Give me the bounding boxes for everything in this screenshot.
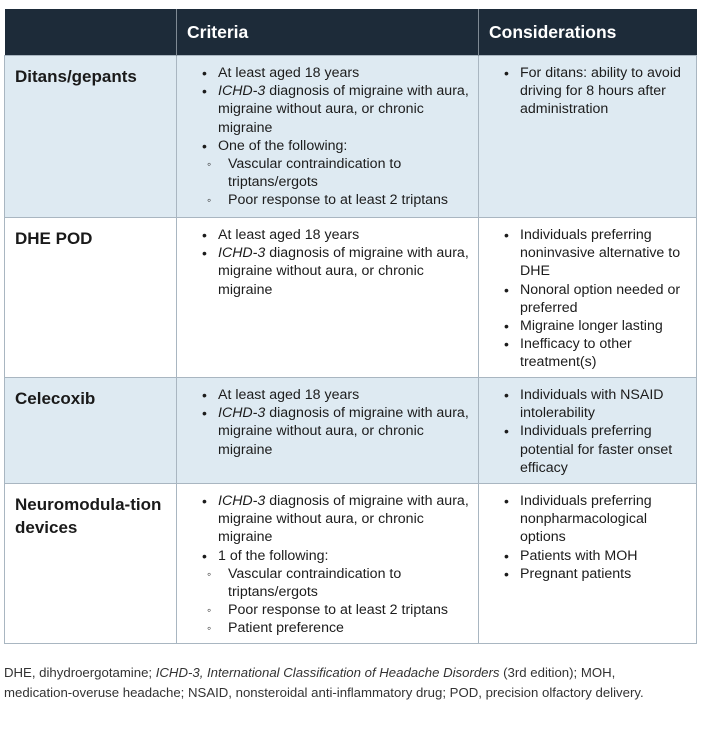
considerations-list bbox=[479, 492, 692, 583]
criteria-item: • At least aged 18 years bbox=[177, 64, 474, 82]
consideration-item: • Individuals preferring nonpharmacological options bbox=[479, 492, 692, 547]
criteria-list bbox=[177, 492, 474, 638]
table-row-dhe-pod bbox=[5, 218, 697, 378]
criteria-item bbox=[177, 547, 474, 638]
criteria-item bbox=[177, 82, 474, 137]
footnote-italic: ICHD-3, International Classification of Headache Disorders bbox=[155, 665, 500, 680]
criteria-item bbox=[177, 137, 474, 210]
considerations-cell bbox=[479, 218, 697, 378]
criteria-text: diagnosis of migraine with aura, migraine without aura, or chronic migraine bbox=[218, 405, 469, 458]
considerations-list bbox=[479, 226, 692, 372]
criteria-item bbox=[177, 492, 474, 547]
considerations-list bbox=[479, 64, 692, 119]
criteria-cell bbox=[177, 484, 479, 644]
consideration-item: • Inefficacy to other treatment(s) bbox=[479, 335, 692, 371]
criteria-item: • At least aged 18 years bbox=[177, 226, 474, 244]
header-blank-cell bbox=[5, 9, 177, 56]
criteria-subitem: ◦ Vascular contraindication to triptans/ergots bbox=[177, 155, 474, 191]
criteria-text: diagnosis of migraine with aura, migraine without aura, or chronic migraine bbox=[218, 493, 469, 546]
criteria-cell bbox=[177, 56, 479, 218]
consideration-item: • Individuals with NSAID intolerability bbox=[479, 386, 692, 422]
criteria-subitem: ◦ Patient preference bbox=[177, 619, 474, 637]
criteria-list bbox=[177, 226, 474, 299]
migraine-treatment-criteria-table bbox=[4, 9, 697, 644]
table-row-ditans-gepants bbox=[5, 56, 697, 218]
footnote-part: DHE, dihydroergotamine; bbox=[4, 665, 156, 680]
consideration-item: • Patients with MOH bbox=[479, 547, 692, 565]
consideration-item: • Pregnant patients bbox=[479, 565, 692, 583]
criteria-subitem: ◦ Vascular contraindication to triptans/ergots bbox=[177, 565, 474, 601]
criteria-list bbox=[177, 64, 474, 210]
consideration-item: • Migraine longer lasting bbox=[479, 317, 692, 335]
table-footnote bbox=[4, 663, 684, 703]
consideration-item: • Individuals preferring noninvasive alternative to DHE bbox=[479, 226, 692, 281]
criteria-sublist bbox=[218, 565, 474, 638]
consideration-item: • For ditans: ability to avoid driving for 8 hours after administration bbox=[479, 64, 692, 119]
criteria-cell bbox=[177, 218, 479, 378]
criteria-sublist bbox=[218, 155, 474, 210]
table-row-neuromodulation-devices bbox=[5, 484, 697, 644]
criteria-subitem: ◦ Poor response to at least 2 triptans bbox=[177, 601, 474, 619]
consideration-item: • Individuals preferring potential for faster onset efficacy bbox=[479, 422, 692, 477]
considerations-cell bbox=[479, 378, 697, 484]
criteria-subitem: ◦ Poor response to at least 2 triptans bbox=[177, 191, 474, 209]
table-row-celecoxib bbox=[5, 378, 697, 484]
criteria-list bbox=[177, 386, 474, 459]
criteria-item bbox=[177, 244, 474, 299]
criteria-item bbox=[177, 404, 474, 459]
header-criteria: Criteria bbox=[177, 9, 479, 56]
criteria-item: • At least aged 18 years bbox=[177, 386, 474, 404]
criteria-code: ICHD-3 bbox=[218, 405, 266, 422]
criteria-text: diagnosis of migraine with aura, migraine without aura, or chronic migraine bbox=[218, 245, 469, 298]
footnote-part: (3rd edition); MOH, medication-overuse headache; NSAID, nonsteroidal anti-inflammatory drug; POD, precision olfactory delivery. bbox=[4, 665, 644, 700]
criteria-text: One of the following: bbox=[218, 137, 348, 154]
criteria-code: ICHD-3 bbox=[218, 83, 266, 100]
consideration-item: • Nonoral option needed or preferred bbox=[479, 281, 692, 317]
row-category: Neuromodula-tion devices bbox=[5, 484, 177, 644]
header-row bbox=[5, 9, 697, 56]
row-category: Ditans/gepants bbox=[5, 56, 177, 218]
considerations-list bbox=[479, 386, 692, 477]
criteria-cell bbox=[177, 378, 479, 484]
row-category: Celecoxib bbox=[5, 378, 177, 484]
criteria-text: diagnosis of migraine with aura, migraine without aura, or chronic migraine bbox=[218, 83, 469, 136]
considerations-cell bbox=[479, 484, 697, 644]
considerations-cell bbox=[479, 56, 697, 218]
header-considerations: Considerations bbox=[479, 9, 697, 56]
criteria-code: ICHD-3 bbox=[218, 245, 266, 262]
criteria-code: ICHD-3 bbox=[218, 493, 266, 509]
criteria-text: 1 of the following: bbox=[218, 547, 329, 564]
row-category: DHE POD bbox=[5, 218, 177, 378]
